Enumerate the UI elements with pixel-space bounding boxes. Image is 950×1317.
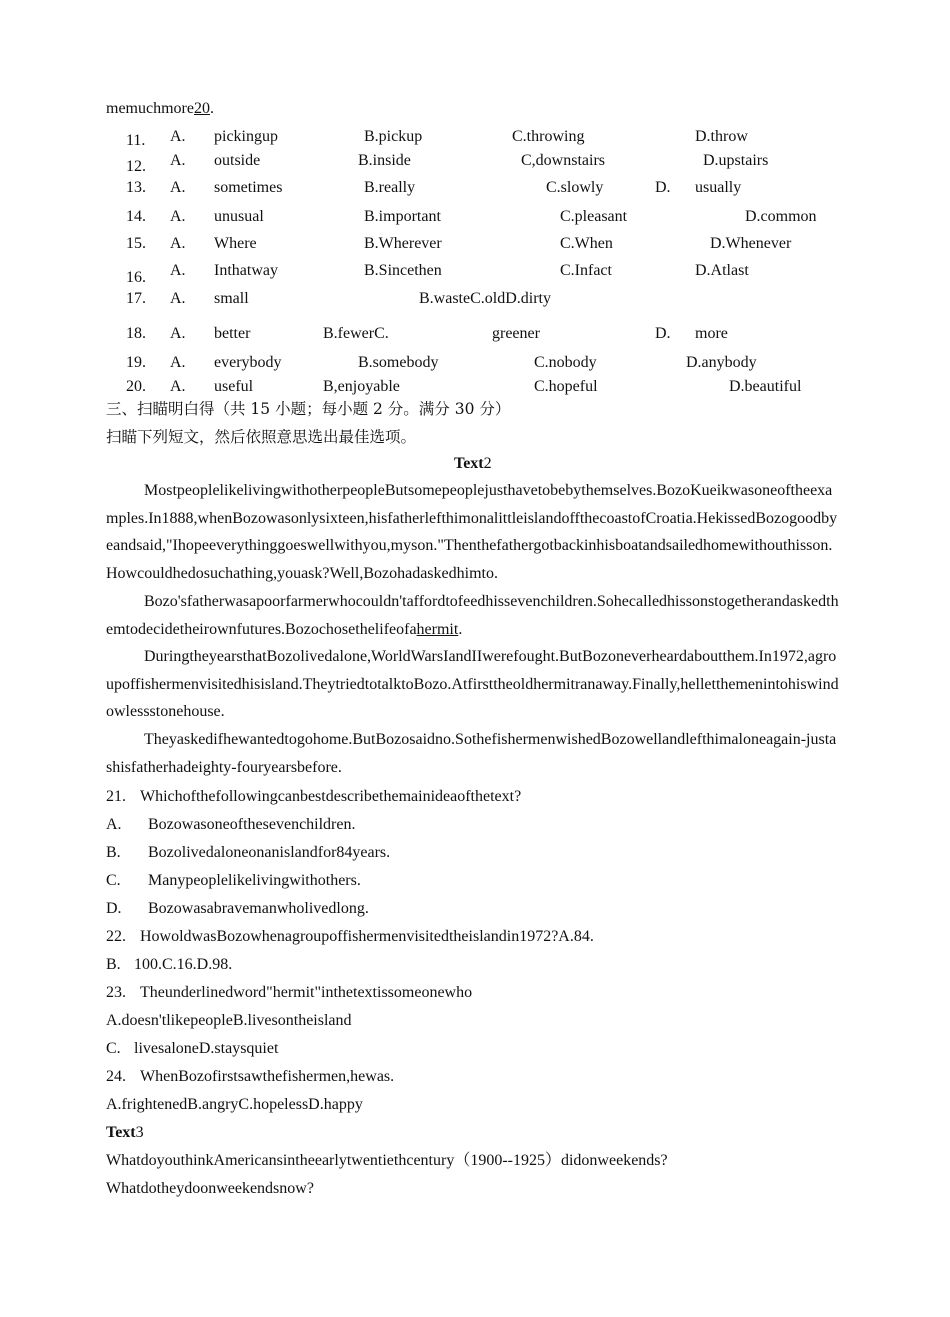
option-c: C.Infact xyxy=(560,262,612,279)
q24-text: WhenBozofirstsawthefishermen,hewas. xyxy=(140,1068,395,1085)
question-number: 12. xyxy=(126,158,146,175)
option-a-label: A. xyxy=(170,378,186,395)
option-a: outside xyxy=(214,152,261,169)
option-c: C.pleasant xyxy=(560,208,628,225)
option-c: C.slowly xyxy=(546,179,604,196)
option-a: sometimes xyxy=(214,179,283,196)
q21-option-b: Bozolivedaloneonanislandfor84years. xyxy=(148,844,391,861)
option-d-label: D. xyxy=(655,325,671,342)
option-a-label: A. xyxy=(170,325,186,342)
option-b: B.important xyxy=(364,208,441,225)
question-number: 13. xyxy=(126,179,146,196)
q21-option-c: Manypeoplelikelivingwithothers. xyxy=(148,872,361,889)
intro-end: . xyxy=(209,100,214,117)
question-number: 17. xyxy=(126,290,146,307)
text2-title xyxy=(454,454,492,474)
option-c: C.throwing xyxy=(512,128,585,145)
q22-line2: 100.C.16.D.98. xyxy=(134,956,233,973)
q21-option-d-label: D. xyxy=(106,900,122,917)
text3-line-1: WhatdoyouthinkAmericansintheearlytwentiethcentury（1900--1925）didonweekends? xyxy=(106,1152,668,1169)
option-c: C.When xyxy=(560,235,613,252)
option-a: useful xyxy=(214,378,254,395)
option-a-label: A. xyxy=(170,290,186,307)
text2-title-word: Text xyxy=(454,455,484,472)
option-d: D.Whenever xyxy=(710,235,792,252)
question-number: 11. xyxy=(126,132,146,149)
q23-line2: A.doesn'tlikepeopleB.livesontheisland xyxy=(106,1012,352,1029)
text3-title xyxy=(106,1123,144,1143)
option-d: D.common xyxy=(745,208,817,225)
option-a: Inthatway xyxy=(214,262,278,279)
q21-option-c-label: C. xyxy=(106,872,121,889)
option-a-label: A. xyxy=(170,128,186,145)
p2-text: Bozo'sfatherwasapoorfarmerwhocouldn'taffordtofeedhissevenchildren.Sohecalledhissonstogetherandaskedthemtodecidetheirownfutures.Bozochosethelifeofa xyxy=(106,593,839,638)
option-d: D.Atlast xyxy=(695,262,749,279)
p2-end: . xyxy=(458,620,463,638)
option-a-label: A. xyxy=(170,262,186,279)
option-bcd: B.wasteC.oldD.dirty xyxy=(419,290,551,307)
option-d: more xyxy=(695,325,728,342)
text3-line-2: Whatdotheydoonweekendsnow? xyxy=(106,1180,314,1197)
section-instruction: 扫瞄下列短文，然后依照意思选出最佳选项。 xyxy=(106,428,417,446)
option-d: D.beautiful xyxy=(729,378,802,395)
q23-text: Theunderlinedword"hermit"inthetextissomeonewho xyxy=(140,984,473,1001)
text2-paragraph-4: Theyaskedifhewantedtogohome.ButBozosaidno.SothefishermenwishedBozowellandlefthimaloneagain-justashisfatherhadeighty-fouryearsbefore. xyxy=(106,731,837,776)
option-d: usually xyxy=(695,179,742,196)
section-heading: 三、扫瞄明白得（共 15 小题；每小题 2 分。满分 30 分） xyxy=(106,400,511,418)
option-b: B.somebody xyxy=(358,354,439,371)
option-b: B,enjoyable xyxy=(323,378,400,395)
q24-number: 24. xyxy=(106,1068,126,1085)
option-c: greener xyxy=(492,325,540,342)
option-a: small xyxy=(214,290,249,307)
option-d-label: D. xyxy=(655,179,671,196)
option-a-label: A. xyxy=(170,208,186,225)
q23-line3-label: C. xyxy=(106,1040,121,1057)
question-number: 14. xyxy=(126,208,146,225)
q23-number: 23. xyxy=(106,984,126,1001)
question-number: 19. xyxy=(126,354,146,371)
text2-paragraph-2 xyxy=(106,588,842,643)
q21-option-a-label: A. xyxy=(106,816,122,833)
blank-20: 20 xyxy=(193,100,210,117)
q23-line3: livesaloneD.staysquiet xyxy=(134,1040,279,1057)
q21-text: Whichofthefollowingcanbestdescribethemainideaofthetext? xyxy=(140,788,522,805)
q21-number: 21. xyxy=(106,788,126,805)
hermit-underlined: hermit xyxy=(416,620,459,638)
text3-title-word: Text xyxy=(106,1124,136,1141)
option-a-label: A. xyxy=(170,152,186,169)
option-a-label: A. xyxy=(170,179,186,196)
text2-paragraph-1: MostpeoplelikelivingwithotherpeopleButsomepeoplejusthavetobebythemselves.BozoKueikwasoneoftheexamples.In1888,whenBozowasonlysixteen,hisfatherlefthimonalittleislandoffthecoastofCroatia.HekissedBozogoodbyeandsaid,"Ihopeeverythinggoeswellwithyou,myson."Thenthefathergotbackinhisboatandsailedhomewithouthisson.Howcouldhedosuchathing,youask?Well,Bozohadaskedhimto. xyxy=(106,482,838,583)
question-number: 15. xyxy=(126,235,146,252)
option-d: D.upstairs xyxy=(703,152,769,169)
option-c: C.nobody xyxy=(534,354,597,371)
option-c: C.hopeful xyxy=(534,378,598,395)
option-a-label: A. xyxy=(170,235,186,252)
option-a: pickingup xyxy=(214,128,278,145)
text2-paragraph-3: DuringtheyearsthatBozolivedalone,WorldWarsIandIIwerefought.ButBozoneverheardaboutthem.In1972,agroupoffishermenvisitedhisisland.TheytriedtotalktoBozo.Atfirsttheoldhermitranaway.Finally,helletthemenintohiswindowlessstonehouse. xyxy=(106,648,839,721)
q21-option-b-label: B. xyxy=(106,844,121,861)
text3-title-number: 3 xyxy=(135,1124,144,1141)
intro-text: memuchmore xyxy=(106,100,194,117)
option-a: everybody xyxy=(214,354,282,371)
intro-line xyxy=(106,99,214,119)
question-number: 18. xyxy=(126,325,146,342)
option-b: B.Wherever xyxy=(364,235,442,252)
option-b: B.inside xyxy=(358,152,411,169)
option-b: B.Sincethen xyxy=(364,262,442,279)
q24-line2: A.frightenedB.angryC.hopelessD.happy xyxy=(106,1096,363,1113)
option-a-label: A. xyxy=(170,354,186,371)
q22-number: 22. xyxy=(106,928,126,945)
question-number: 20. xyxy=(126,378,146,395)
q21-option-a: Bozowasoneofthesevenchildren. xyxy=(148,816,356,833)
option-d: D.throw xyxy=(695,128,748,145)
option-b: B.really xyxy=(364,179,416,196)
option-b: B.fewerC. xyxy=(323,325,389,342)
q22-text: HowoldwasBozowhenagroupoffishermenvisitedtheislandin1972?A.84. xyxy=(140,928,594,945)
option-d: D.anybody xyxy=(686,354,757,371)
option-a: Where xyxy=(214,235,257,252)
option-b: B.pickup xyxy=(364,128,423,145)
option-a: better xyxy=(214,325,251,342)
q21-option-d: Bozowasabravemanwholivedlong. xyxy=(148,900,369,917)
q22-line2-label: B. xyxy=(106,956,121,973)
option-c: C,downstairs xyxy=(521,152,605,169)
option-a: unusual xyxy=(214,208,264,225)
question-number: 16. xyxy=(126,269,146,286)
text2-title-number: 2 xyxy=(483,455,492,472)
